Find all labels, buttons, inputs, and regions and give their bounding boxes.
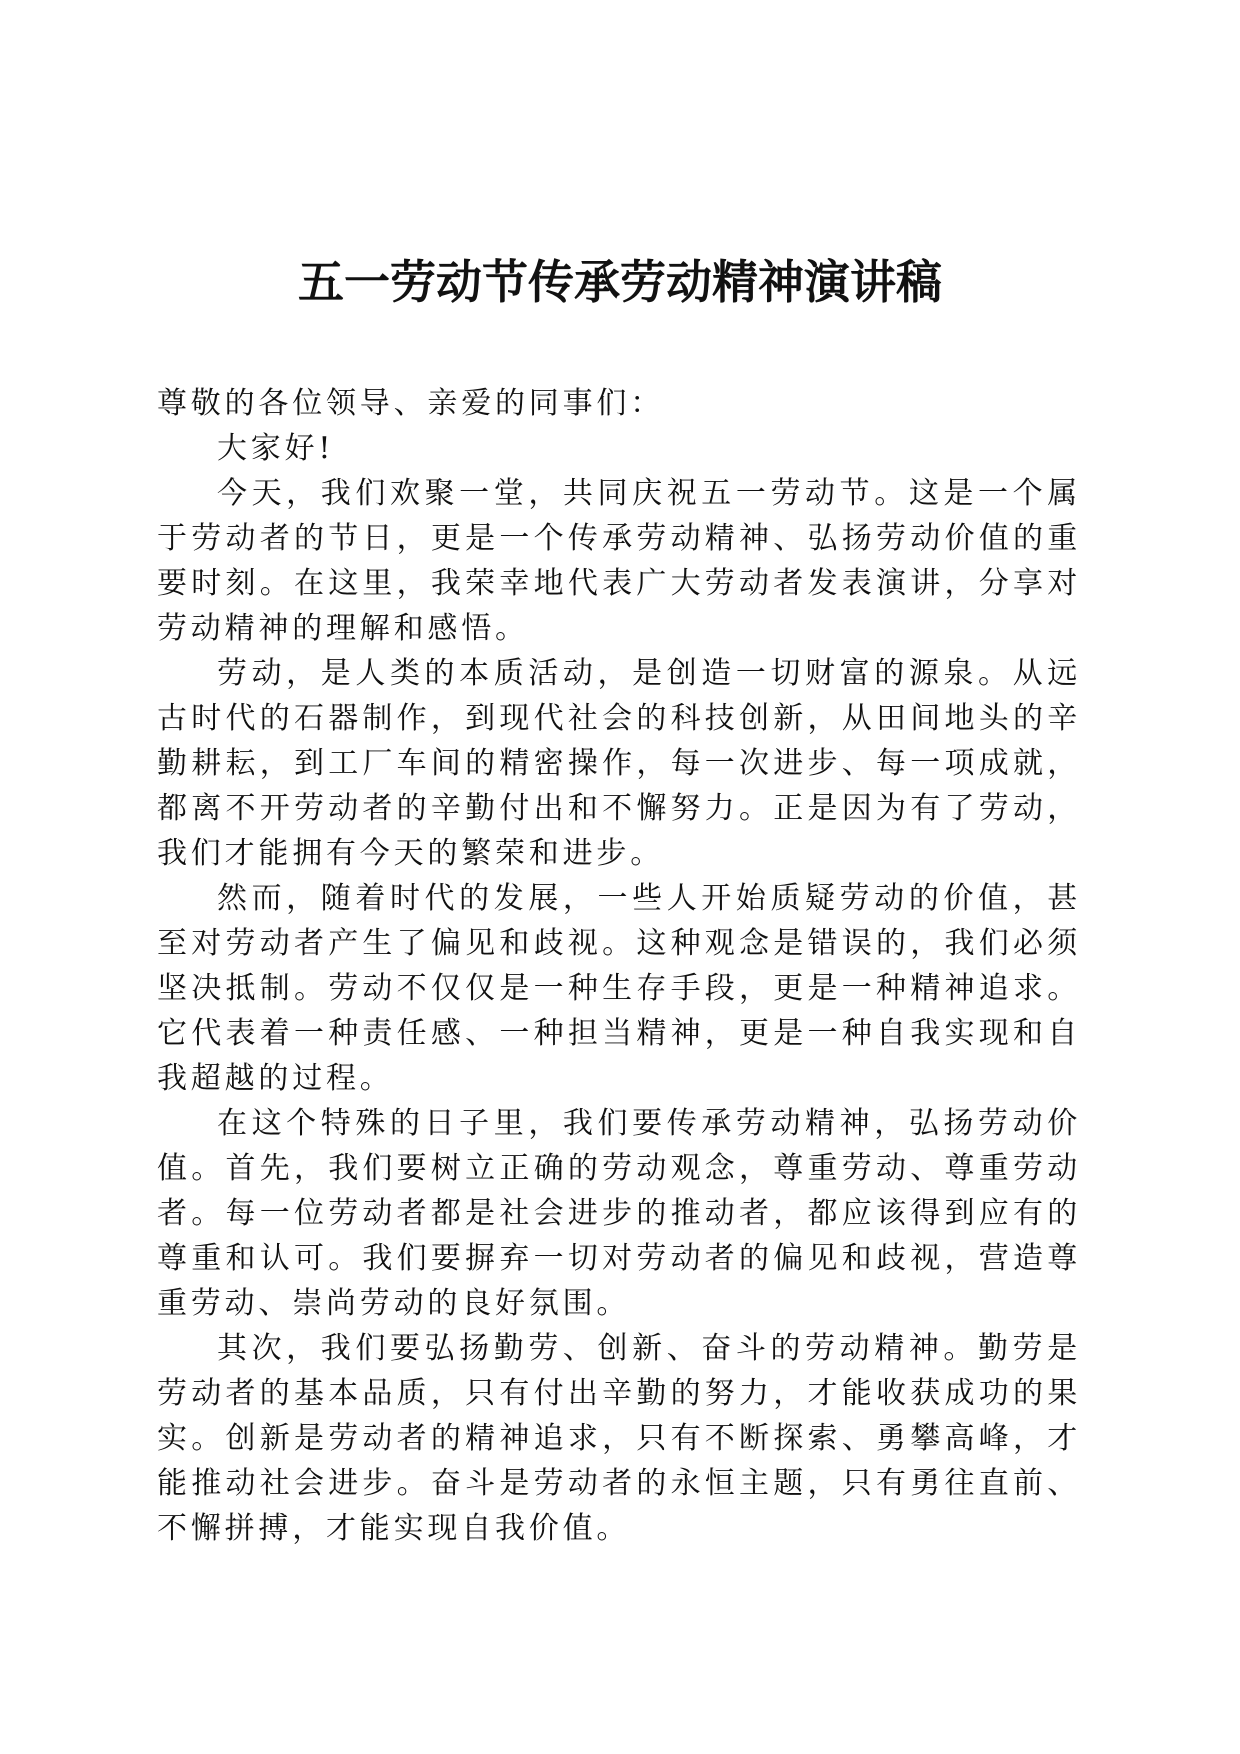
paragraph-labor-value: 劳动，是人类的本质活动，是创造一切财富的源泉。从远古时代的石器制作，到现代社会的科技创新，从田间地头的辛勤耕耘，到工厂车间的精密操作，每一次进步、每一项成就，都离不开劳动者的辛勤付出和不懈努力。正是因为有了劳动，我们才能拥有今天的繁荣和进步。 <box>157 656 1081 871</box>
document-body <box>157 381 1081 1551</box>
paragraph-greeting: 大家好! <box>217 431 335 466</box>
paragraph-challenges: 然而，随着时代的发展，一些人开始质疑劳动的价值，甚至对劳动者产生了偏见和歧视。这种观念是错误的，我们必须坚决抵制。劳动不仅仅是一种生存手段，更是一种精神追求。它代表着一种责任感、一种担当精神，更是一种自我实现和自我超越的过程。 <box>157 881 1081 1096</box>
paragraph-respect-labor: 在这个特殊的日子里，我们要传承劳动精神，弘扬劳动价值。首先，我们要树立正确的劳动观念，尊重劳动、尊重劳动者。每一位劳动者都是社会进步的推动者，都应该得到应有的尊重和认可。我们要摒弃一切对劳动者的偏见和歧视，营造尊重劳动、崇尚劳动的良好氛围。 <box>157 1106 1081 1321</box>
document-title: 五一劳动节传承劳动精神演讲稿 <box>298 255 942 309</box>
paragraph-opening: 今天，我们欢聚一堂，共同庆祝五一劳动节。这是一个属于劳动者的节日，更是一个传承劳动精神、弘扬劳动价值的重要时刻。在这里，我荣幸地代表广大劳动者发表演讲，分享对劳动精神的理解和感悟。 <box>157 476 1081 646</box>
paragraph-labor-spirit: 其次，我们要弘扬勤劳、创新、奋斗的劳动精神。勤劳是劳动者的基本品质，只有付出辛勤的努力，才能收获成功的果实。创新是劳动者的精神追求，只有不断探索、勇攀高峰，才能推动社会进步。奋斗是劳动者的永恒主题，只有勇往直前、不懈拼搏，才能实现自我价值。 <box>157 1331 1081 1546</box>
salutation: 尊敬的各位领导、亲爱的同事们： <box>157 386 664 421</box>
